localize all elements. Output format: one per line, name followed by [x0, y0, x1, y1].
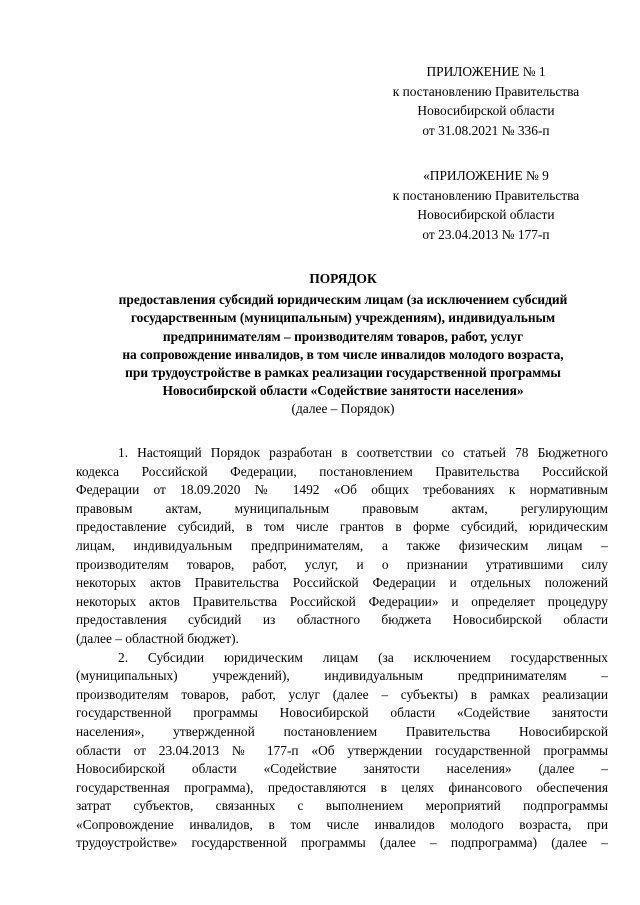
paragraph-line: Федерации от 18.09.2020 № 1492 «Об общих требованиях к нормативным: [76, 482, 608, 498]
paragraph-line: населения», утвержденной постановлением Правительства Новосибирской: [76, 723, 608, 739]
paragraph-line: области от 23.04.2013 № 177-п «Об утверждении государственной программы: [76, 742, 608, 758]
paragraph-line: производителям товаров, работ, услуг (далее – субъекты) в рамках реализации: [76, 686, 608, 702]
appendix-1-line: ПРИЛОЖЕНИЕ № 1: [426, 64, 546, 79]
paragraph-line: государственная программа), предоставляются в целях финансового обеспечения: [76, 779, 608, 795]
appendix-9-line: к постановлению Правительства: [392, 187, 580, 203]
paragraph-1: [76, 444, 608, 649]
appendix-1-header: [376, 62, 596, 140]
paragraph-line: 2. Субсидии юридическим лицам (за исключением государственных: [118, 649, 608, 665]
paragraph-line: некоторых актов Правительства Российской Федерации» и определяет процедуру: [76, 593, 608, 609]
paragraph-line: Новосибирской области «Содействие занятости населения» (далее –: [76, 761, 608, 777]
paragraph-line: правовым актам, муниципальным правовым актам, регулирующим: [76, 500, 608, 516]
appendix-9-line: «ПРИЛОЖЕНИЕ № 9: [423, 168, 549, 183]
title-line: предоставления субсидий юридическим лицам (за исключением субсидий: [118, 292, 568, 308]
paragraph-line: некоторых актов Правительства Российской Федерации и отдельных положений: [76, 575, 608, 591]
document-title-block: [60, 270, 626, 419]
document-body: [76, 444, 608, 853]
title-line: государственным (муниципальным) учреждениям), индивидуальным: [130, 310, 556, 326]
appendix-9-line: Новосибирской области: [417, 207, 555, 222]
paragraph-line: затрат субъектов, связанных с выполнением мероприятий подпрограммы: [76, 798, 608, 814]
appendix-9-line: от 23.04.2013 № 177-п: [422, 226, 550, 242]
paragraph-2: [76, 649, 608, 854]
paragraph-line: государственной программы Новосибирской области «Содействие занятости: [76, 705, 608, 721]
appendix-9-header: [376, 166, 596, 244]
paragraph-line: 1. Настоящий Порядок разработан в соответствии со статьей 78 Бюджетного: [118, 445, 608, 460]
paragraph-line: (далее – областной бюджет).: [76, 630, 239, 646]
title-line: предпринимателям – производителям товаров, работ, услуг: [162, 328, 524, 344]
paragraph-line: предоставление субсидий, в том числе грантов в форме субсидий, юридическим: [76, 519, 608, 535]
paragraph-line: «Сопровождение инвалидов, в том числе инвалидов молодого возраста, при: [76, 816, 608, 832]
appendix-1-line: к постановлению Правительства: [392, 83, 580, 99]
title-line: Новосибирской области «Содействие занятости населения»: [162, 383, 524, 399]
paragraph-line: лицам, индивидуальным предпринимателям, а также физическим лицам –: [76, 537, 608, 553]
title-line: на сопровождение инвалидов, в том числе инвалидов молодого возраста,: [122, 346, 564, 362]
paragraph-line: трудоустройстве» государственной программы (далее – подпрограмма) (далее –: [76, 835, 608, 851]
paragraph-line: (муниципальных) учреждений), индивидуальным предпринимателям –: [76, 668, 608, 684]
paragraph-line: кодекса Российской Федерации, постановлением Правительства Российской: [76, 463, 608, 479]
document-subtitle: (далее – Порядок): [291, 401, 395, 417]
paragraph-line: предоставления субсидий из областного бюджета Новосибирской области: [76, 612, 608, 628]
document-heading: ПОРЯДОК: [309, 271, 377, 286]
paragraph-line: производителям товаров, работ, услуг, и о признании утратившими силу: [76, 556, 608, 572]
appendix-1-line: от 31.08.2021 № 336-п: [422, 122, 550, 138]
title-line: при трудоустройстве в рамках реализации государственной программы: [125, 365, 561, 381]
appendix-1-line: Новосибирской области: [417, 103, 555, 118]
